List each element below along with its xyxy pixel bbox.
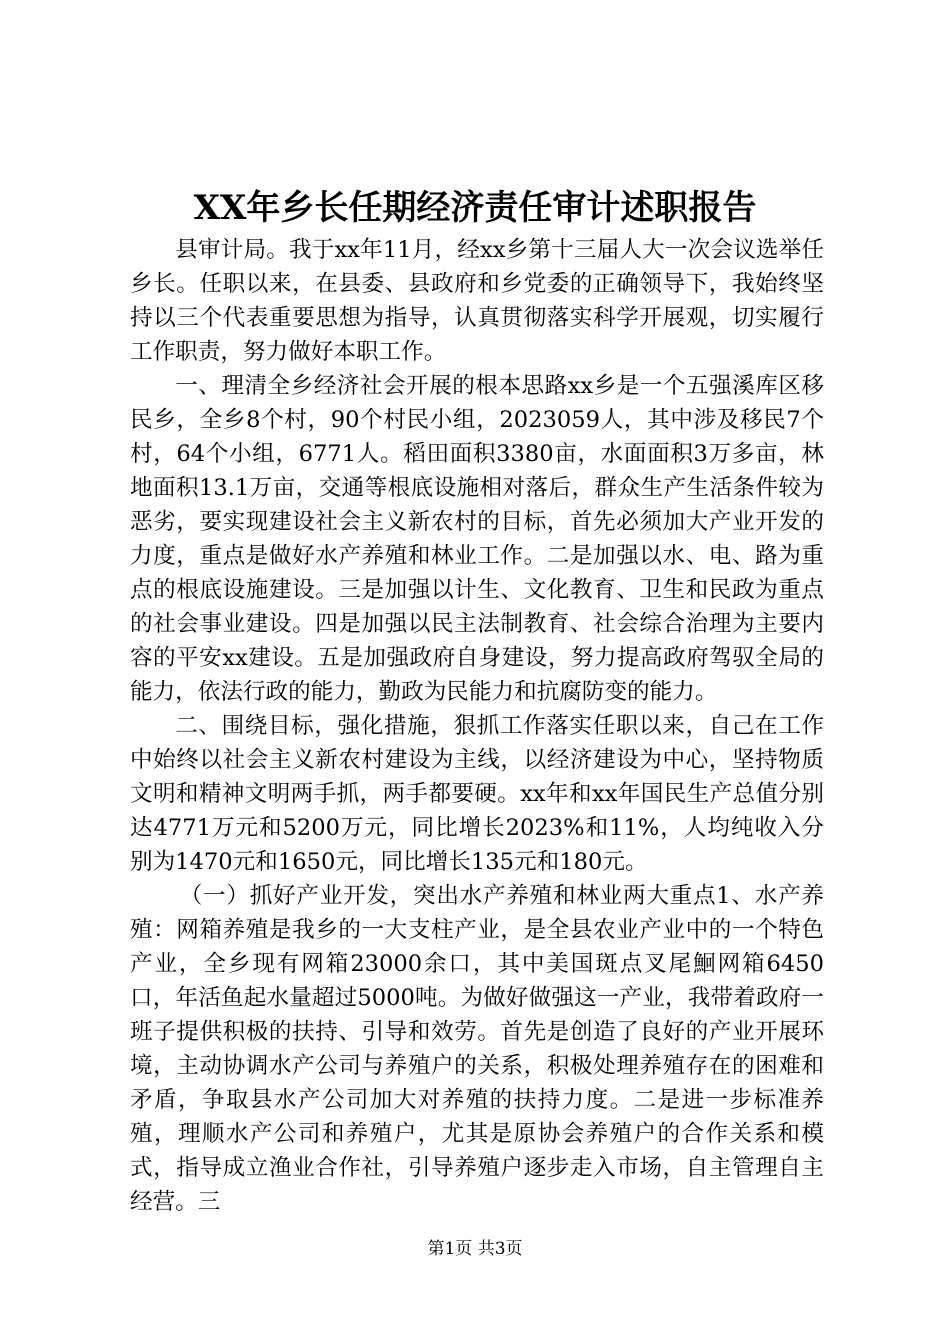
paragraph-subsection-one: （一）抓好产业开发，突出水产养殖和林业两大重点1、水产养殖：网箱养殖是我乡的一大支柱产业，是全县农业产业中的一个特色产业，全乡现有网箱23000余口，其中美国斑点叉尾鮰网箱6450口，年活鱼起水量超过5000吨。为做好做强这一产业，我带着政府一班子提供积极的扶持、引导和效劳。首先是创造了良好的产业开展环境，主动协调水产公司与养殖户的关系，积极处理养殖存在的困难和矛盾，争取县水产公司加大对养殖的扶持力度。二是进一步标准养殖，理顺水产公司和养殖户，尤其是原协会养殖户的合作关系和模式，指导成立渔业合作社，引导养殖户逐步走入市场，自主管理自主经营。三 [130, 883, 824, 1215]
document-title: XX年乡长任期经济责任审计述职报告 [193, 188, 757, 228]
document-body [130, 233, 824, 1219]
paragraph-section-one: 一、理清全乡经济社会开展的根本思路xx乡是一个五强溪库区移民乡，全乡8个村，90个村民小组，2023059人，其中涉及移民7个村，64个小组，6771人。稻田面积3380亩，水面面积3万多亩，林地面积13.1万亩，交通等根底设施相对落后，群众生产生活条件较为恶劣，要实现建设社会主义新农村的目标，首先必须加大产业开发的力度，重点是做好水产养殖和林业工作。二是加强以水、电、路为重点的根底设施建设。三是加强以计生、文化教育、卫生和民政为重点的社会事业建设。四是加强以民主法制教育、社会综合治理为主要内容的平安xx建设。五是加强政府自身建设，努力提高政府驾驭全局的能力，依法行政的能力，勤政为民能力和抗腐防变的能力。 [130, 373, 824, 705]
paragraph-section-two: 二、围绕目标，强化措施，狠抓工作落实任职以来，自己在工作中始终以社会主义新农村建设为主线，以经济建设为中心，坚持物质文明和精神文明两手抓，两手都要硬。xx年和xx年国民生产总值分别达4771万元和5200万元，同比增长2023%和11%，人均纯收入分别为1470元和1650元，同比增长135元和180元。 [130, 713, 824, 875]
page-footer: 第1页 共3页 [427, 1239, 523, 1259]
paragraph-intro: 县审计局。我于xx年11月，经xx乡第十三届人大一次会议选举任乡长。任职以来，在县委、县政府和乡党委的正确领导下，我始终坚持以三个代表重要思想为指导，认真贯彻落实科学开展观，切实履行工作职责，努力做好本职工作。 [130, 237, 824, 365]
